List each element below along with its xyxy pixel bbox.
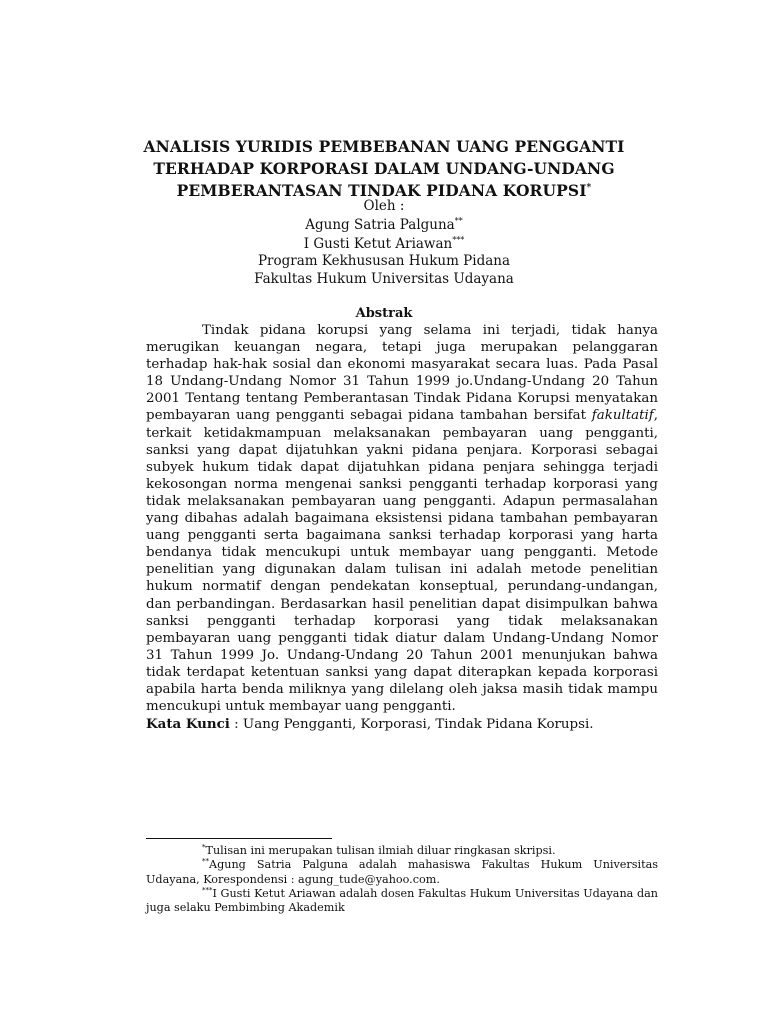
footnote-2-mark: ** [202, 857, 209, 866]
footnote-divider [146, 838, 332, 839]
faculty-affiliation: Fakultas Hukum Universitas Udayana [254, 271, 514, 287]
abstract-text-part-1: Tindak pidana korupsi yang selama ini terjadi, tidak hanya merugikan keuangan negara, tetapi juga merupakan pelanggaran terhadap hak-hak sosial dan ekonomi masyarakat secara luas. Pada Pasal 18 Undang-Undang Nomor 31 Tahun 1999 jo.Undang-Undang 20 Tahun 2001 Tentang tentang Pemberantasan Tindak Pidana Korupsi menyatakan pembayaran uang pengganti sebagai pidana tambahan bersifat [146, 323, 658, 424]
footnote-2-text: Agung Satria Palguna adalah mahasiswa Fakultas Hukum Universitas Udayana, Korespondensi : agung_tude@yahoo.com. [146, 858, 658, 886]
title-line-2: TERHADAP KORPORASI DALAM UNDANG-UNDANG [153, 159, 615, 178]
author-2-name: I Gusti Ketut Ariawan [303, 236, 453, 252]
abstract-body [146, 322, 658, 715]
footnotes [146, 844, 658, 915]
author-1-name: Agung Satria Palguna [305, 217, 455, 233]
abstract-text-part-2: , terkait ketidakmampuan melaksanakan pembayaran uang pengganti, sanksi yang dapat dijatuhkan yakni pidana penjara. Korporasi sebagai subyek hukum tidak dapat dijatuhkan pidana penjara sehingga terjadi kekosongan norma mengenai sanksi pengganti terhadap korporasi yang tidak melaksanakan pembayaran uang pengganti. Adapun permasalahan yang dibahas adalah bagaimana eksistensi pidana tambahan pembayaran uang pengganti serta bagaimana sanksi terhadap korporasi yang harta bendanya tidak mencukupi untuk membayar uang pengganti. Metode penelitian yang digunakan dalam tulisan ini adalah metode penelitian hukum normatif dengan pendekatan konseptual, perundang-undangan, dan perbandingan. Berdasarkan hasil penelitian dapat disimpulkan bahwa sanksi pengganti terhadap korporasi yang tidak melaksanakan pembayaran uang pengganti tidak diatur dalam Undang-Undang Nomor 31 Tahun 1999 Jo. Undang-Undang 20 Tahun 2001 menunjukan bahwa tidak terdapat ketentuan sanksi yang dapat diterapkan kepada korporasi apabila harta benda miliknya yang dilelang oleh jaksa masih tidak mampu mencukupi untuk membayar uang pengganti. [146, 408, 658, 715]
byline-oleh: Oleh : [363, 198, 405, 214]
author-2-footnote-mark: *** [452, 235, 465, 245]
keywords-text: : Uang Pengganti, Korporasi, Tindak Pidana Korupsi. [229, 717, 594, 732]
keywords [146, 716, 658, 733]
author-1-footnote-mark: ** [454, 216, 463, 226]
footnote-1-mark: * [202, 843, 206, 852]
footnote-1 [146, 844, 658, 858]
footnote-2 [146, 858, 658, 887]
author-1 [130, 216, 638, 235]
title-footnote-mark: * [586, 182, 592, 193]
footnote-3-mark: *** [202, 886, 213, 895]
paper-title [130, 136, 638, 202]
program-affiliation: Program Kekhususan Hukum Pidana [257, 253, 511, 269]
title-line-1: ANALISIS YURIDIS PEMBEBANAN UANG PENGGANTI [143, 137, 625, 156]
keywords-label: Kata Kunci [146, 716, 230, 732]
footnote-3 [146, 887, 658, 916]
footnote-3-text: I Gusti Ketut Ariawan adalah dosen Fakultas Hukum Universitas Udayana dan juga selaku Pembimbing Akademik [146, 886, 658, 915]
abstract-heading: Abstrak [355, 306, 413, 321]
footnote-1-text: Tulisan ini merupakan tulisan ilmiah diluar ringkasan skripsi. [205, 844, 556, 857]
abstract-emphasis: fakultatif [591, 408, 654, 424]
title-line-3-text: PEMBERANTASAN TINDAK PIDANA KORUPSI [176, 181, 587, 200]
